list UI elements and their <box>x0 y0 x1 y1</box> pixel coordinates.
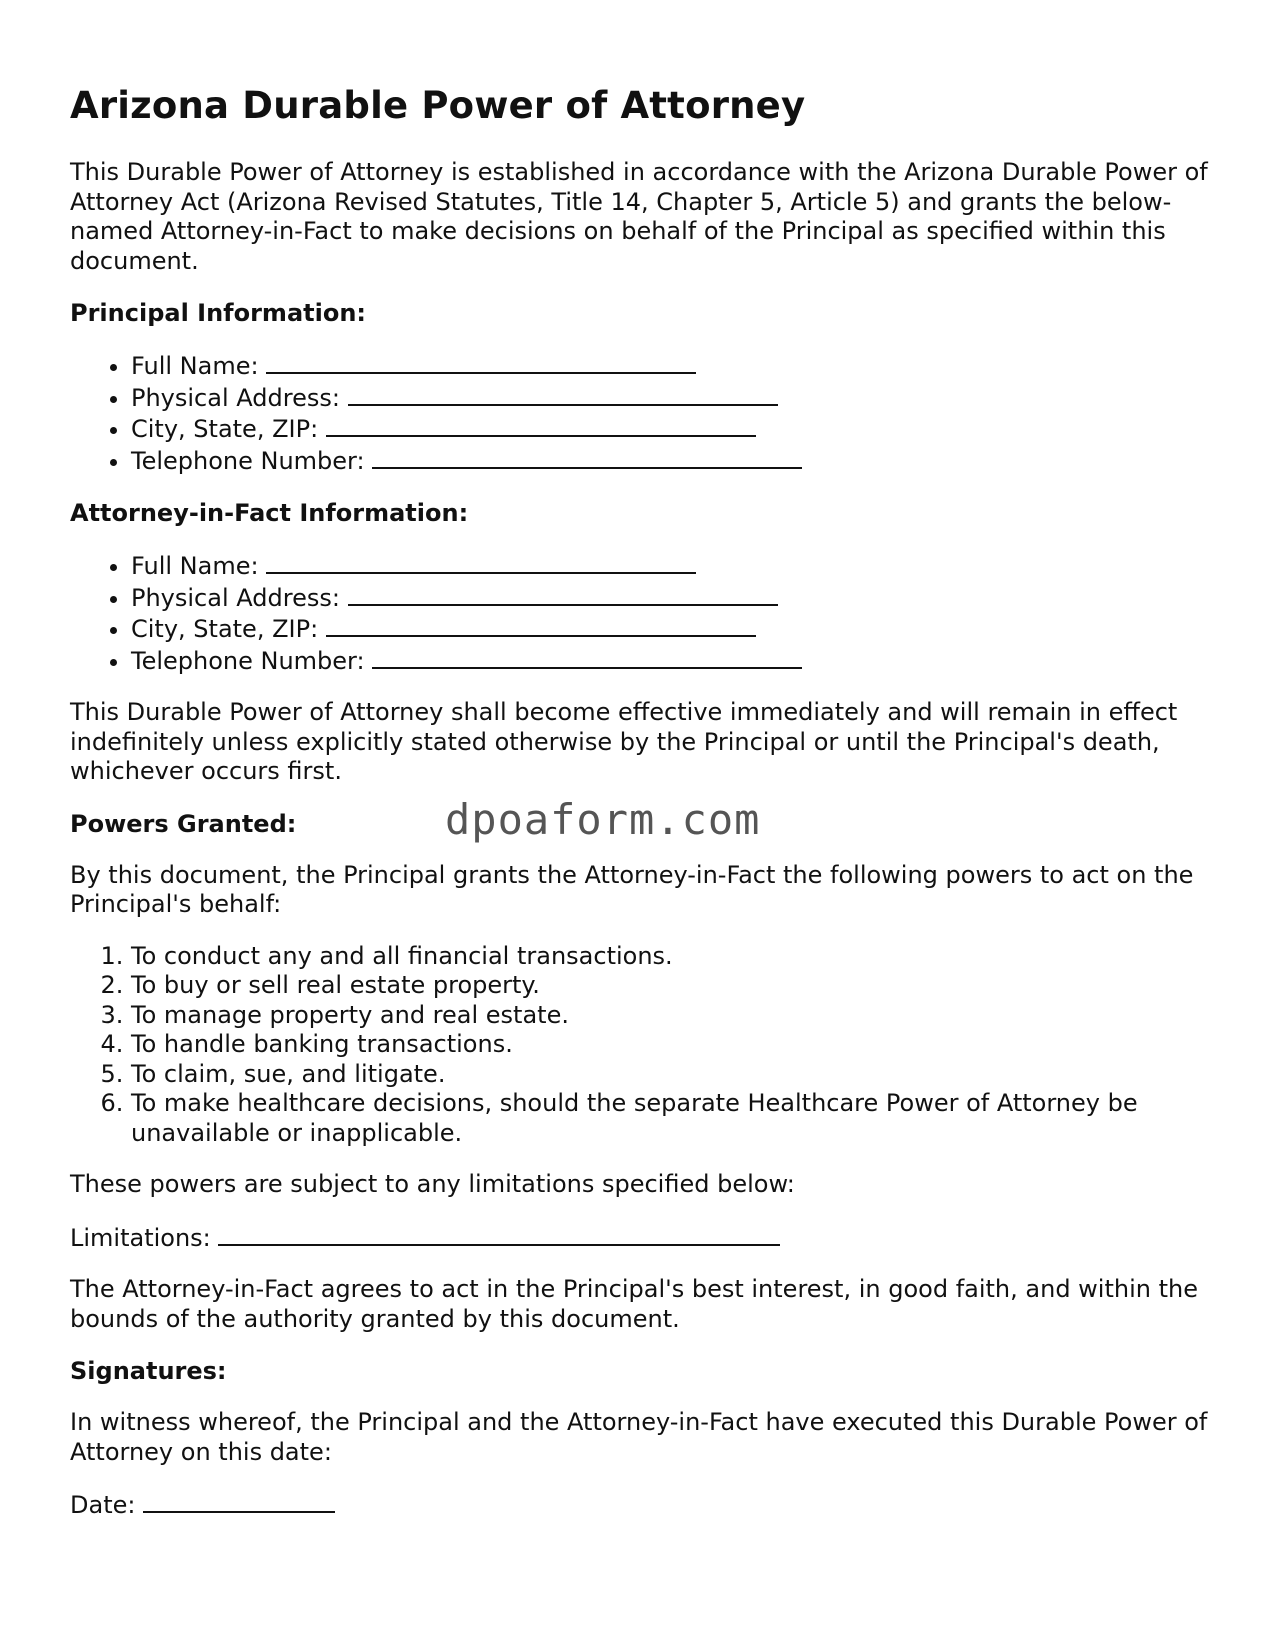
powers-heading-row <box>70 794 1210 844</box>
principal-city-blank[interactable] <box>326 413 756 437</box>
signatures-text: In witness whereof, the Principal and the Attorney-in-Fact have executed this Durable Power of Attorney on this date: <box>70 1408 1208 1466</box>
principal-full-name-row <box>131 350 1210 382</box>
limitations-intro: These powers are subject to any limitations specified below: <box>70 1170 795 1198</box>
principal-city-row <box>131 413 1210 445</box>
attorney-phone-label: Telephone Number: <box>131 646 365 675</box>
principal-fields <box>70 350 1210 476</box>
principal-address-row <box>131 382 1210 414</box>
limitations-label: Limitations: <box>70 1223 211 1252</box>
principal-phone-blank[interactable] <box>372 445 802 469</box>
attorney-heading: Attorney-in-Fact Information: <box>70 499 469 527</box>
power-item: 2. To buy or sell real estate property. <box>131 971 1210 1001</box>
agreement-paragraph: The Attorney-in-Fact agrees to act in the Principal's best interest, in good faith, and within the bounds of the authority granted by this document. <box>70 1275 1198 1333</box>
attorney-phone-row <box>131 645 1210 677</box>
powers-intro: By this document, the Principal grants the Attorney-in-Fact the following powers to act on the Principal's behalf: <box>70 860 1194 918</box>
attorney-fields <box>70 550 1210 676</box>
date-blank[interactable] <box>143 1489 335 1513</box>
date-row <box>70 1489 1210 1521</box>
power-item: 4. To handle banking transactions. <box>131 1030 1210 1060</box>
intro-paragraph: This Durable Power of Attorney is established in accordance with the Arizona Durable Power of Attorney Act (Arizona Revised Statutes, Title 14, Chapter 5, Article 5) and grants the below-named Attorney-in-Fact to make decisions on behalf of the Principal as specified within this document. <box>70 158 1208 275</box>
power-item: 5. To claim, sue, and litigate. <box>131 1060 1210 1090</box>
effective-paragraph: This Durable Power of Attorney shall become effective immediately and will remain in effect indefinitely unless explicitly stated otherwise by the Principal or until the Principal's death, whichever occurs first. <box>70 698 1178 785</box>
principal-phone-row <box>131 445 1210 477</box>
attorney-phone-blank[interactable] <box>372 645 802 669</box>
attorney-full-name-row <box>131 550 1210 582</box>
principal-phone-label: Telephone Number: <box>131 446 365 475</box>
powers-list <box>70 942 1210 1149</box>
attorney-address-label: Physical Address: <box>131 583 340 612</box>
principal-address-blank[interactable] <box>348 382 778 406</box>
watermark: dpoaform.com <box>445 794 761 844</box>
power-item: 3. To manage property and real estate. <box>131 1001 1210 1031</box>
power-item: 1. To conduct any and all financial transactions. <box>131 942 1210 972</box>
attorney-address-row <box>131 582 1210 614</box>
principal-city-label: City, State, ZIP: <box>131 415 319 443</box>
date-label: Date: <box>70 1491 136 1519</box>
principal-full-name-label: Full Name: <box>131 352 259 380</box>
attorney-city-label: City, State, ZIP: <box>131 615 319 643</box>
powers-heading: Powers Granted: <box>70 809 297 838</box>
document-title: Arizona Durable Power of Attorney <box>70 84 806 127</box>
principal-address-label: Physical Address: <box>131 383 340 412</box>
attorney-address-blank[interactable] <box>348 582 778 606</box>
principal-full-name-blank[interactable] <box>266 350 696 374</box>
document-page <box>70 82 1210 1543</box>
attorney-city-row <box>131 613 1210 645</box>
signatures-heading: Signatures: <box>70 1357 227 1385</box>
attorney-city-blank[interactable] <box>326 613 756 637</box>
attorney-full-name-label: Full Name: <box>131 552 259 580</box>
limitations-blank[interactable] <box>218 1222 780 1246</box>
attorney-full-name-blank[interactable] <box>266 550 696 574</box>
principal-heading: Principal Information: <box>70 299 367 327</box>
power-item: 6. To make healthcare decisions, should the separate Healthcare Power of Attorney be unavailable or inapplicable. <box>131 1089 1210 1148</box>
limitations-row <box>70 1222 1210 1254</box>
